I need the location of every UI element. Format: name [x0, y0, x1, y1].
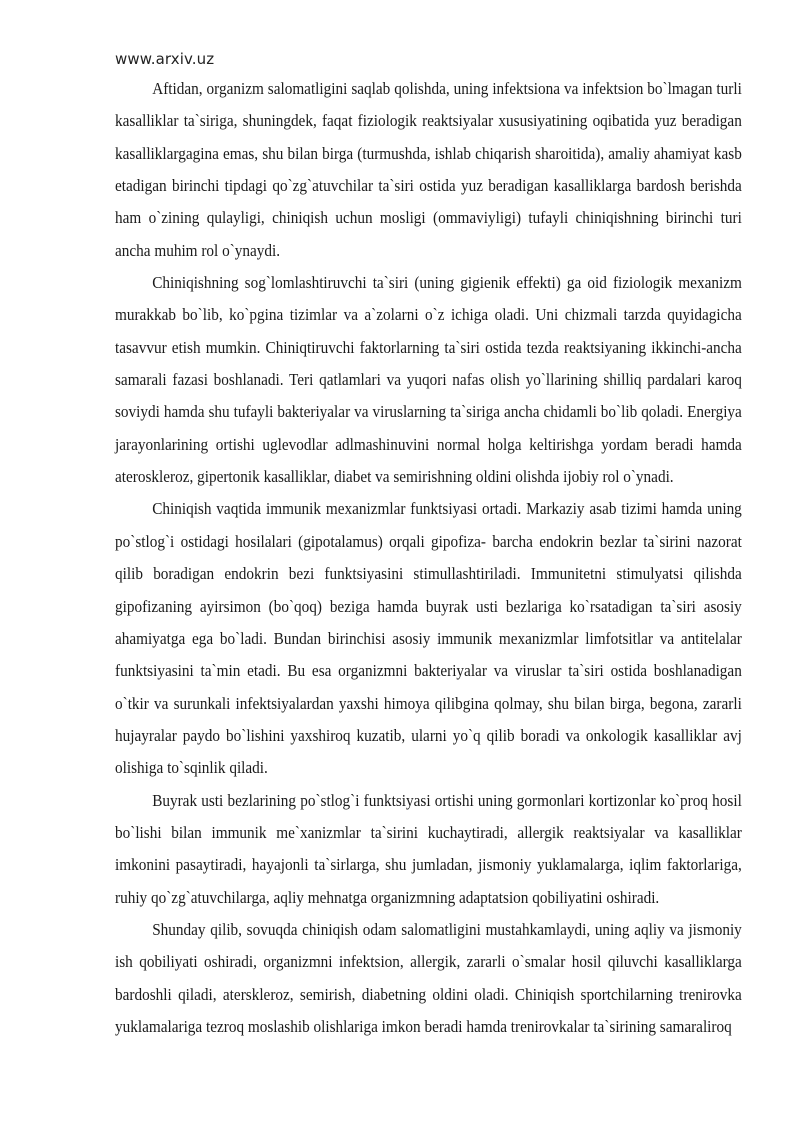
paragraph: Shunday qilib, sovuqda chiniqish odam salomatligini mustahkamlaydi, uning aqliy va jismoniy ish qobiliyati oshiradi, organizmni infektsion, allergik, zararli o`smalar hosil qiluvchi kasalliklarga bardoshli qiladi, aterskleroz, semirish, diabetning oldini oladi. Chiniqish sportchilarning trenirovka yuklamalariga tezroq moslashib olishlariga imkon beradi hamda trenirovkalar ta`sirining samaraliroq	[115, 919, 742, 1036]
paragraph: Buyrak usti bezlarining po`stlog`i funktsiyasi ortishi uning gormonlari kortizonlar ko`proq hosil bo`lishi bilan immunik me`xanizmlar ta`sirini kuchaytiradi, allergik reaktsiyalar va kasalliklar imkonini pasaytiradi, hayajonli ta`sirlarga, shu jumladan, jismoniy yuklamalarga, iqlim faktorlariga, ruhiy qo`zg`atuvchilarga, aqliy mehnatga organizmning adaptatsion qobiliyatini oshiradi.	[115, 790, 742, 907]
paragraph: Aftidan, organizm salomatligini saqlab qolishda, uning infektsiona va infektsion bo`lmagan turli kasalliklar ta`siriga, shuningdek, faqat fiziologik reaktsiyalar xususiyatining oqibatida yuz beradigan kasalliklargagina emas, shu bilan birga (turmushda, ishlab chiqarish sharoitida), amaliy ahamiyat kasb etadigan birinchi tipdagi qo`zg`atuvchilar ta`siri ostida yuz beradigan kasalliklarga bardosh berishda ham o`zining qulayligi, chiniqish uchun mosligi (ommaviyligi) tufayli chiniqishning birinchi turi ancha muhim rol o`ynaydi.	[115, 79, 742, 260]
document-body	[115, 73, 742, 1043]
site-header: www.arxiv.uz	[115, 50, 215, 68]
paragraph: Chiniqish vaqtida immunik mexanizmlar funktsiyasi ortadi. Markaziy asab tizimi hamda uning po`stlog`i ostidagi hosilalari (gipotalamus) orqali gipofiza- barcha endokrin bezlar ta`sirini nazorat qilib boradigan endokrin bezi funktsiyasini stimullashtiriladi. Immunitetni stimulyatsi qilishda gipofizaning ayirsimon (bo`qoq) beziga hamda buyrak usti bezlariga ko`rsatadigan ta`siri asosiy ahamiyatga ega bo`ladi. Bundan birinchisi asosiy immunik mexanizmlar limfotsitlar va antitelalar funktsiyasini ta`min etadi. Bu esa organizmni bakteriyalar va viruslar ta`siri ostida boshlanadigan o`tkir va surunkali infektsiyalardan yaxshi himoya qilibgina qolmay, shu bilan birga, begona, zararli hujayralar paydo bo`lishini yaxshiroq kuzatib, ularni yo`q qilib boradi va onkologik kasalliklar avj olishiga to`sqinlik qiladi.	[115, 499, 742, 778]
paragraph: Chiniqishning sog`lomlashtiruvchi ta`siri (uning gigienik effekti) ga oid fiziologik mexanizm murakkab bo`lib, ko`pgina tizimlar va a`zolarni o`z ichiga oladi. Uni chizmali tarzda quyidagicha tasavvur etish mumkin. Chiniqtiruvchi faktorlarning ta`siri ostida tezda reaktsiyaning ikkinchi-ancha samarali fazasi boshlanadi. Teri qatlamlari va yuqori nafas olish yo`llarining shilliq pardalari karoq soviydi hamda shu tufayli bakteriyalar va viruslarning ta`siriga ancha chidamli bo`lib qoladi. Energiya jarayonlarining ortishi uglevodlar adlmashinuvini normal holga keltirishga yordam beradi hamda ateroskleroz, gipertonik kasalliklar, diabet va semirishning oldini olishda ijobiy rol o`ynadi.	[115, 273, 742, 487]
